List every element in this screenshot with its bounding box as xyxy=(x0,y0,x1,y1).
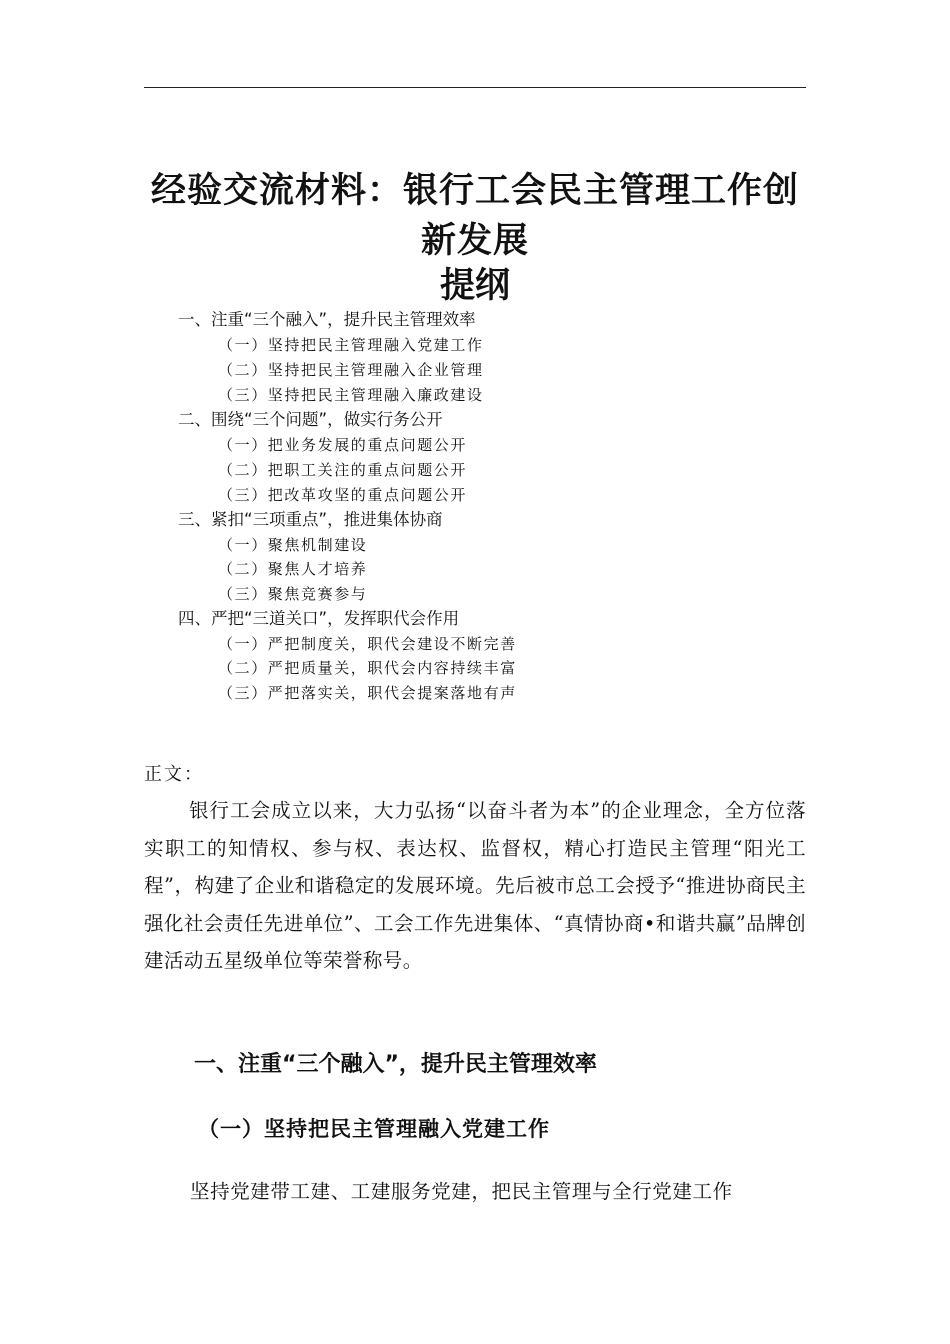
outline-item: （三）把改革攻坚的重点问题公开 xyxy=(218,486,468,504)
outline-section-4: 四、严把“三道关口”，发挥职代会作用 xyxy=(178,609,460,628)
outline-item: （二）把职工关注的重点问题公开 xyxy=(218,461,468,479)
document-title-line-2: 新发展 xyxy=(420,221,529,261)
header-rule xyxy=(144,87,806,88)
outline-item: （二）严把质量关，职代会内容持续丰富 xyxy=(218,659,517,677)
outline-item: （一）聚焦机制建设 xyxy=(218,536,368,554)
outline-item: （一）坚持把民主管理融入党建工作 xyxy=(218,336,484,354)
body-label: 正文： xyxy=(144,764,204,785)
outline-item: （三）严把落实关，职代会提案落地有声 xyxy=(218,684,517,702)
document-title-line-1: 经验交流材料：银行工会民主管理工作创 xyxy=(150,171,799,211)
outline-heading: 提纲 xyxy=(439,266,510,306)
document-title xyxy=(144,166,806,266)
outline-section-1: 一、注重“三个融入”，提升民主管理效率 xyxy=(178,310,476,329)
outline-item: （一）严把制度关，职代会建设不断完善 xyxy=(218,635,517,653)
outline-section-2: 二、围绕“三个问题”，做实行务公开 xyxy=(178,410,443,429)
outline-item: （一）把业务发展的重点问题公开 xyxy=(218,436,468,454)
section-paragraph: 坚持党建带工建、工建服务党建，把民主管理与全行党建工作 xyxy=(190,1180,733,1203)
outline-item: （三）聚焦竞赛参与 xyxy=(218,585,368,603)
intro-paragraph: 银行工会成立以来，大力弘扬“以奋斗者为本”的企业理念，全方位落实职工的知情权、参与权、表达权、监督权，精心打造民主管理“阳光工程”，构建了企业和谐稳定的发展环境。先后被市总工会授予“推进协商民主 强化社会责任先进单位”、工会工作先进集体、“真情协商•和谐共赢”品牌创建活动五星级单位等荣誉称号。 xyxy=(144,799,806,972)
outline-section-3: 三、紧扣“三项重点”，推进集体协商 xyxy=(178,510,443,529)
section-heading: 一、注重“三个融入”，提升民主管理效率 xyxy=(194,1052,597,1077)
outline-item: （二）坚持把民主管理融入企业管理 xyxy=(218,361,484,379)
outline-item: （三）坚持把民主管理融入廉政建设 xyxy=(218,386,484,404)
subsection-heading: （一）坚持把民主管理融入党建工作 xyxy=(198,1116,550,1141)
outline-item: （二）聚焦人才培养 xyxy=(218,560,368,578)
